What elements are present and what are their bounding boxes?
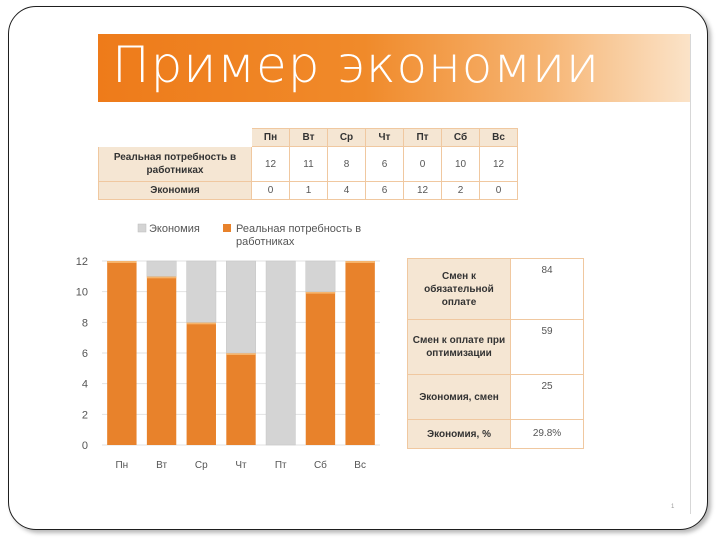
y-tick-label: 2 <box>81 409 88 422</box>
table-header-row <box>99 129 518 147</box>
summary-row <box>408 420 584 449</box>
y-axis-ticks <box>76 256 88 452</box>
summary-value: 29.8% <box>511 420 584 449</box>
summary-label: Экономия, смен <box>408 375 511 420</box>
bar-savings <box>306 261 335 292</box>
table-row <box>99 182 518 200</box>
y-tick-label: 12 <box>75 256 88 268</box>
table-corner <box>99 129 252 147</box>
x-axis-ticks <box>115 459 365 471</box>
x-tick-label: Пт <box>274 460 287 471</box>
slide-title: Пример экономии <box>112 36 600 94</box>
legend-swatch-savings <box>138 224 146 232</box>
y-tick-label: 10 <box>75 286 88 299</box>
summary-table <box>407 258 584 449</box>
bars <box>107 261 375 445</box>
summary-value: 84 <box>511 259 584 320</box>
legend-swatch-demand <box>223 224 231 232</box>
day-header: Пн <box>252 129 290 147</box>
summary-row <box>408 320 584 375</box>
bar-savings <box>147 261 176 276</box>
legend-label-savings: Экономия <box>149 223 200 235</box>
table-cell: 8 <box>328 147 366 182</box>
bar-demand <box>187 322 216 445</box>
row-label: Реальная потребность в работниках <box>99 147 252 182</box>
bar-savings <box>226 261 255 353</box>
bar-demand <box>226 353 255 445</box>
x-tick-label: Сб <box>313 460 327 471</box>
legend-label-demand: Реальная потребность в работниках <box>236 223 362 248</box>
bar-top-highlight <box>147 276 176 278</box>
table-cell: 0 <box>252 182 290 200</box>
summary-row <box>408 259 584 320</box>
y-tick-label: 8 <box>81 317 88 330</box>
table-cell: 4 <box>328 182 366 200</box>
summary-row <box>408 375 584 420</box>
table-cell: 10 <box>442 147 480 182</box>
table-cell: 6 <box>366 182 404 200</box>
x-tick-label: Ср <box>194 460 208 471</box>
table-cell: 12 <box>480 147 518 182</box>
table-cell: 0 <box>480 182 518 200</box>
bar-demand <box>147 276 176 445</box>
day-header: Пт <box>404 129 442 147</box>
table-cell: 12 <box>252 147 290 182</box>
data-table <box>98 128 518 200</box>
y-tick-label: 0 <box>81 440 88 452</box>
table-cell: 11 <box>290 147 328 182</box>
summary-value: 25 <box>511 375 584 420</box>
bar-savings <box>266 261 295 445</box>
day-header: Вт <box>290 129 328 147</box>
summary-label: Смен к оплате при оптимизации <box>408 320 511 375</box>
bar-savings <box>187 261 216 322</box>
title-banner <box>98 34 690 102</box>
chart-legend <box>138 223 364 248</box>
bar-demand <box>306 292 335 445</box>
page-number: 1 <box>671 504 675 510</box>
y-tick-label: 4 <box>81 378 88 391</box>
summary-value: 59 <box>511 320 584 375</box>
summary-label: Смен к обязательной оплате <box>408 259 511 320</box>
summary-label: Экономия, % <box>408 420 511 449</box>
bar-top-highlight <box>345 261 374 263</box>
bar-top-highlight <box>306 292 335 294</box>
x-tick-label: Пн <box>115 460 129 471</box>
table-cell: 2 <box>442 182 480 200</box>
y-tick-label: 6 <box>81 348 88 360</box>
table-cell: 0 <box>404 147 442 182</box>
bar-top-highlight <box>107 261 136 263</box>
bar-demand <box>107 261 136 445</box>
day-header: Вс <box>480 129 518 147</box>
bar-top-highlight <box>226 353 255 355</box>
day-header: Чт <box>366 129 404 147</box>
row-label: Экономия <box>99 182 252 200</box>
bar-demand <box>345 261 374 445</box>
table-cell: 6 <box>366 147 404 182</box>
day-header: Ср <box>328 129 366 147</box>
table-cell: 1 <box>290 182 328 200</box>
table-cell: 12 <box>404 182 442 200</box>
day-header: Сб <box>442 129 480 147</box>
x-tick-label: Чт <box>235 460 247 471</box>
bar-top-highlight <box>187 322 216 324</box>
table-row <box>99 147 518 182</box>
right-rule <box>690 34 691 514</box>
x-tick-label: Вт <box>156 460 168 471</box>
x-tick-label: Вс <box>354 460 366 471</box>
stacked-bar-chart <box>60 212 400 487</box>
